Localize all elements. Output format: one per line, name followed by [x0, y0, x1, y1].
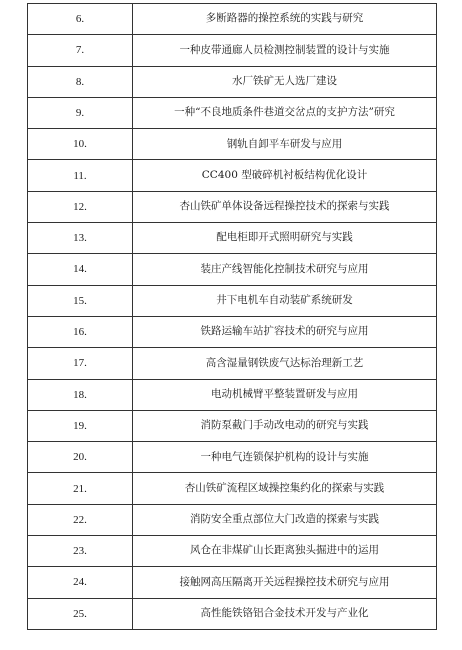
table-row — [28, 598, 437, 629]
project-title-cell: 配电柜即开式照明研究与实践 — [133, 223, 437, 254]
table-row — [28, 35, 437, 66]
table-row — [28, 191, 437, 222]
project-title-cell: 水厂铁矿无人选厂建设 — [133, 66, 437, 97]
row-number-cell: 13. — [28, 223, 133, 254]
table-row — [28, 379, 437, 410]
row-number-cell: 24. — [28, 567, 133, 598]
row-number-cell: 6. — [28, 4, 133, 35]
project-title-cell: 高性能铁铬铝合金技术开发与产业化 — [133, 598, 437, 629]
table-row — [28, 410, 437, 441]
row-number-cell: 7. — [28, 35, 133, 66]
project-title-cell: 一种“不良地质条件巷道交岔点的支护方法”研究 — [133, 97, 437, 128]
table-row — [28, 223, 437, 254]
table-row — [28, 567, 437, 598]
row-number-cell: 8. — [28, 66, 133, 97]
project-title-cell: 消防安全重点部位大门改造的探索与实践 — [133, 504, 437, 535]
row-number-cell: 16. — [28, 316, 133, 347]
project-title-cell: CC400 型破碎机衬板结构优化设计 — [133, 160, 437, 191]
table-row — [28, 285, 437, 316]
table-row — [28, 473, 437, 504]
row-number-cell: 14. — [28, 254, 133, 285]
row-number-cell: 9. — [28, 97, 133, 128]
project-title-cell: 高含湿量钢铁废气达标治理新工艺 — [133, 348, 437, 379]
table-row — [28, 254, 437, 285]
row-number-cell: 12. — [28, 191, 133, 222]
table-row — [28, 129, 437, 160]
table-row — [28, 442, 437, 473]
row-number-cell: 22. — [28, 504, 133, 535]
project-title-cell: 电动机械臂平整装置研发与应用 — [133, 379, 437, 410]
project-title-cell: 一种皮带通廊人员检测控制装置的设计与实施 — [133, 35, 437, 66]
table-row — [28, 97, 437, 128]
project-title-cell: 一种电气连锁保护机构的设计与实施 — [133, 442, 437, 473]
project-table — [27, 3, 437, 630]
table-row — [28, 504, 437, 535]
project-title-cell: 多断路器的操控系统的实践与研究 — [133, 4, 437, 35]
project-title-cell: 装庄产线智能化控制技术研究与应用 — [133, 254, 437, 285]
row-number-cell: 23. — [28, 536, 133, 567]
table-row — [28, 536, 437, 567]
project-title-cell: 风仓在非煤矿山长距离独头掘进中的运用 — [133, 536, 437, 567]
row-number-cell: 10. — [28, 129, 133, 160]
project-title-cell: 接触网高压隔离开关远程操控技术研究与应用 — [133, 567, 437, 598]
project-table-body — [28, 4, 437, 630]
project-title-cell: 铁路运输车站扩容技术的研究与应用 — [133, 316, 437, 347]
project-title-cell: 杏山铁矿单体设备远程操控技术的探索与实践 — [133, 191, 437, 222]
row-number-cell: 15. — [28, 285, 133, 316]
project-title-cell: 井下电机车自动装矿系统研发 — [133, 285, 437, 316]
table-row — [28, 348, 437, 379]
project-title-cell: 杏山铁矿流程区域操控集约化的探索与实践 — [133, 473, 437, 504]
row-number-cell: 11. — [28, 160, 133, 191]
table-row — [28, 4, 437, 35]
row-number-cell: 20. — [28, 442, 133, 473]
project-title-cell: 钢轨自卸平车研发与应用 — [133, 129, 437, 160]
row-number-cell: 19. — [28, 410, 133, 441]
row-number-cell: 21. — [28, 473, 133, 504]
row-number-cell: 18. — [28, 379, 133, 410]
table-row — [28, 66, 437, 97]
table-row — [28, 316, 437, 347]
project-title-cell: 消防泵截门手动改电动的研究与实践 — [133, 410, 437, 441]
row-number-cell: 17. — [28, 348, 133, 379]
table-row — [28, 160, 437, 191]
row-number-cell: 25. — [28, 598, 133, 629]
